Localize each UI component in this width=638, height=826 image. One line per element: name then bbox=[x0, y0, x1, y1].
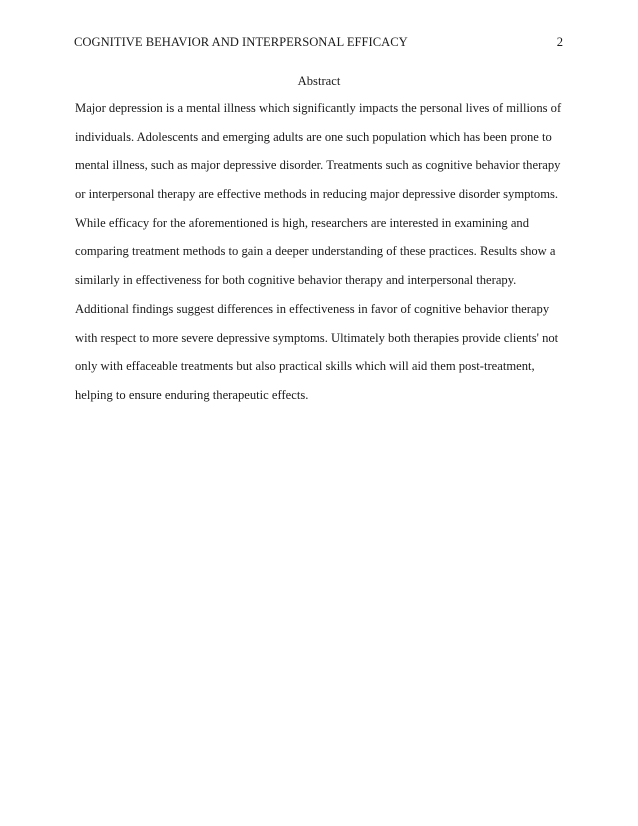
abstract-line: mental illness, such as major depressive disorder. Treatments such as cognitive behavior therapy bbox=[75, 158, 561, 173]
abstract-line: individuals. Adolescents and emerging adults are one such population which has been prone to bbox=[75, 129, 552, 144]
abstract-line: Major depression is a mental illness which significantly impacts the personal lives of millions of bbox=[75, 101, 562, 115]
abstract-line: or interpersonal therapy are effective methods in reducing major depressive disorder symptoms. bbox=[75, 187, 559, 202]
abstract-line: similarly in effectiveness for both cognitive behavior therapy and interpersonal therapy. bbox=[75, 273, 517, 288]
abstract-line: helping to ensure enduring therapeutic effects. bbox=[75, 387, 309, 402]
abstract-line: with respect to more severe depressive symptoms. Ultimately both therapies provide clients' not bbox=[75, 330, 559, 345]
abstract-line: comparing treatment methods to gain a deeper understanding of these practices. Results show a bbox=[75, 244, 556, 259]
abstract-heading: Abstract bbox=[297, 74, 341, 88]
running-head: COGNITIVE BEHAVIOR AND INTERPERSONAL EFFICACY bbox=[74, 35, 408, 49]
abstract-line: only with effaceable treatments but also practical skills which will aid them post-treatment, bbox=[75, 359, 535, 374]
abstract-body bbox=[75, 100, 575, 416]
abstract-line: Additional findings suggest differences in effectiveness in favor of cognitive behavior therapy bbox=[75, 301, 550, 316]
page-number: 2 bbox=[556, 35, 563, 49]
abstract-line: While efficacy for the aforementioned is high, researchers are interested in examining and bbox=[75, 215, 529, 230]
